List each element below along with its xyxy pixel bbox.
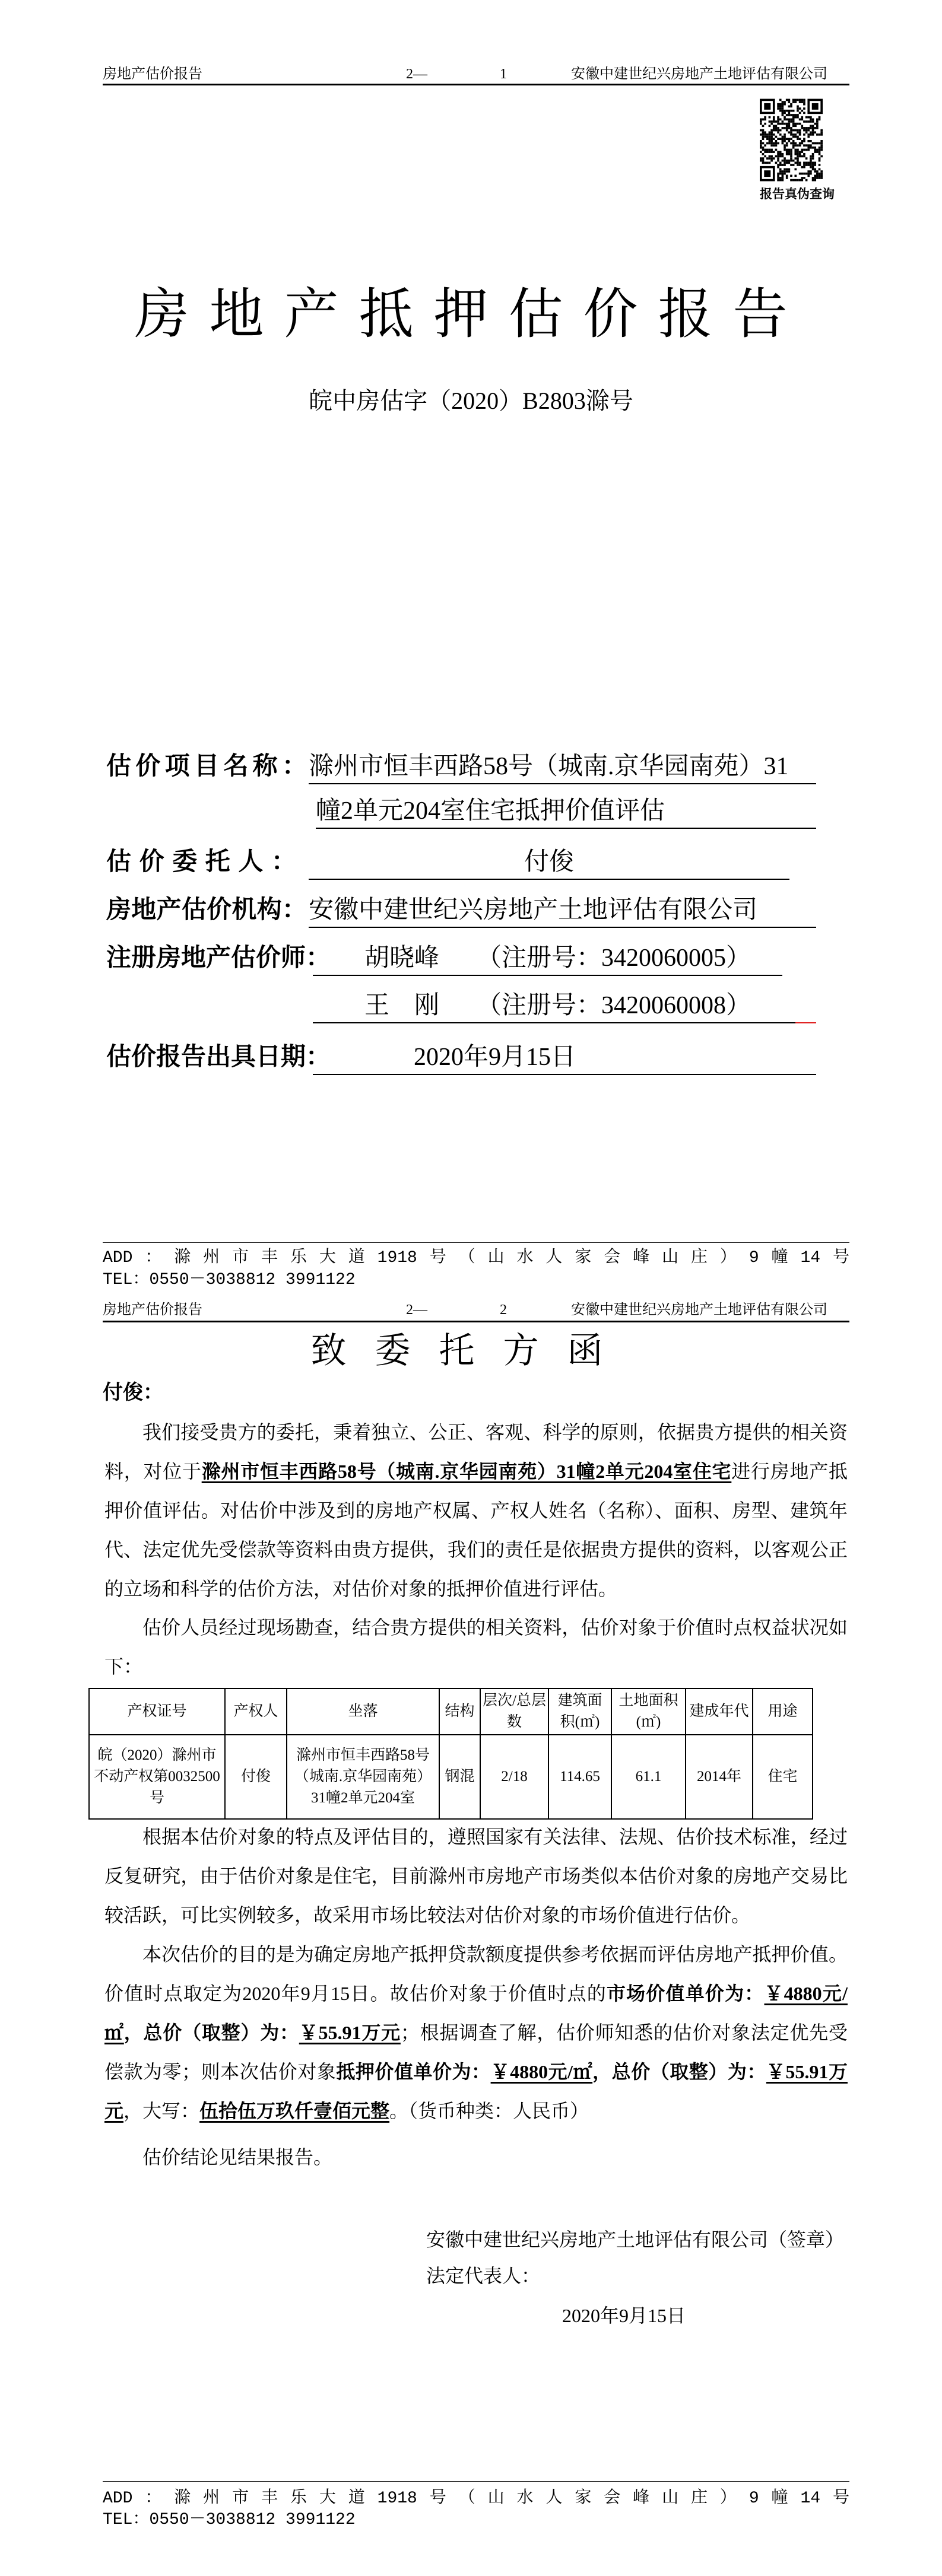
paragraph-2 <box>104 1608 848 1686</box>
paragraph-1 <box>104 1413 848 1608</box>
property-table <box>88 1688 813 1820</box>
report-title: 房地产抵押估价报告 <box>134 284 808 345</box>
project-name-line1: 滁州市恒丰西路58号（城南.京华园南苑）31 <box>309 750 816 784</box>
appraiser-label: 注册房地产估价师： <box>106 944 331 972</box>
header-company: 安徽中建世纪兴房地产土地评估有限公司 <box>571 1302 827 1318</box>
salutation: 付俊： <box>103 1382 163 1404</box>
header-left: 房地产估价报告 <box>103 66 202 82</box>
cell-building-area: 114.65 <box>548 1735 611 1819</box>
signature-company: 安徽中建世纪兴房地产土地评估有限公司（签章） <box>426 2229 845 2250</box>
footer-tel: TEL：0550－3038812 3991122 <box>103 2511 356 2529</box>
footer-address: ADD：滁州市丰乐大道1918号（山水人家会峰山庄）9幢14号 <box>103 2489 849 2508</box>
header-rule <box>103 84 849 85</box>
text-segment: 本次估价的目的是为确定房地产抵押贷款额度提供参考依据而评估房地产抵押价值。价值时点取定为2020年9月15日。故估价对象于价值时点的 <box>104 1944 848 2004</box>
th-structure: 结构 <box>439 1688 480 1735</box>
paragraph-3 <box>104 1817 848 1935</box>
text-segment: ￥55.91万元 <box>299 2022 401 2043</box>
table-header-row <box>89 1688 813 1735</box>
cell-structure: 钢混 <box>439 1735 480 1819</box>
header-page-number: 1 <box>500 66 507 82</box>
text-segment: 伍拾伍万玖仟壹佰元整 <box>199 2100 390 2122</box>
text-segment: ，大写： <box>123 2100 200 2122</box>
report-number: 皖中房估字（2020）B2803滁号 <box>309 387 633 414</box>
cell-cert-no: 皖（2020）滁州市不动产权第0032500号 <box>89 1735 225 1819</box>
text-segment: ￥4880元/㎡ <box>104 1983 848 2043</box>
text-segment: 根据本估价对象的特点及评估目的，遵照国家有关法律、法规、估价技术标准，经过反复研究，由于估价对象是住宅，目前滁州市房地产市场类似本估价对象的房地产交易比较活跃，可比实例较多，故采用市场比较法对估价对象的市场价值进行估价。 <box>104 1826 848 1926</box>
appraiser-1 <box>313 942 782 976</box>
th-usage: 用途 <box>753 1688 813 1735</box>
table-row <box>89 1735 813 1819</box>
text-segment: 估价结论见结果报告。 <box>142 2146 333 2168</box>
red-edit-mark <box>795 1022 816 1023</box>
paragraph-5 <box>104 2138 848 2177</box>
date-text: 2020年9月15日 <box>414 1044 576 1071</box>
th-floor: 层次/总层数 <box>480 1688 548 1735</box>
text-segment: 估价人员经过现场勘查，结合贵方提供的相关资料，估价对象于价值时点权益状况如下： <box>104 1617 848 1677</box>
agency-label: 房地产估价机构： <box>106 896 307 924</box>
text-segment: 抵押价值单价为： <box>336 2061 491 2082</box>
appraiser-1-text: 胡晓峰 （注册号：3420060005） <box>364 944 751 972</box>
client-label: 估价委托人： <box>106 848 296 876</box>
appraiser-2 <box>313 989 795 1023</box>
cell-owner: 付俊 <box>225 1735 287 1819</box>
signature-legal-rep: 法定代表人： <box>426 2265 541 2286</box>
text-segment: 进行房地产抵押价值评估。对估价中涉及到的房地产权属、产权人姓名（名称）、面积、房型、建筑年代、法定优先受偿款等资料由贵方提供，我们的责任是依据贵方提供的资料，以客观公正的立场和科学的估价方法，对估价对象的抵押价值进行评估。 <box>104 1461 848 1599</box>
qr-code-icon[interactable] <box>760 98 823 182</box>
cell-land-area: 61.1 <box>611 1735 686 1819</box>
th-owner: 产权人 <box>225 1688 287 1735</box>
appraiser-2-text: 王 刚 （注册号：3420060008） <box>364 992 751 1019</box>
client-value: 付俊 <box>309 845 789 880</box>
cell-floor: 2/18 <box>480 1735 548 1819</box>
th-land-area: 土地面积(㎡) <box>611 1688 686 1735</box>
th-cert-no: 产权证号 <box>89 1688 225 1735</box>
cell-year-built: 2014年 <box>686 1735 753 1819</box>
th-year-built: 建成年代 <box>686 1688 753 1735</box>
signature-date: 2020年9月15日 <box>562 2305 686 2326</box>
header-page-prefix: 2— <box>406 1302 427 1318</box>
footer-tel: TEL：0550－3038812 3991122 <box>103 1271 356 1289</box>
header-left: 房地产估价报告 <box>103 1302 202 1318</box>
th-building-area: 建筑面积(㎡) <box>548 1688 611 1735</box>
text-segment: ，总价（取整）为： <box>123 2022 299 2043</box>
footer-rule <box>103 2481 849 2482</box>
header-rule <box>103 1321 849 1322</box>
letter-title: 致委托方函 <box>310 1331 632 1370</box>
qr-caption: 报告真伪查询 <box>760 187 835 201</box>
cell-usage: 住宅 <box>753 1735 813 1819</box>
project-name-line2: 幢2单元204室住宅抵押价值评估 <box>316 794 816 829</box>
date-label: 估价报告出具日期： <box>106 1044 331 1071</box>
cell-location: 滁州市恒丰西路58号（城南.京华园南苑）31幢2单元204室 <box>287 1735 439 1819</box>
text-segment: ，总价（取整）为： <box>592 2061 766 2082</box>
th-location: 坐落 <box>287 1688 439 1735</box>
text-segment: ￥4880元/㎡ <box>490 2061 593 2082</box>
project-name-label: 估价项目名称： <box>106 753 307 780</box>
text-segment: ；根据调查了解，估价师知悉的估价对象法定优先受偿款为零；则本次估价对象 <box>104 2022 848 2082</box>
date-value <box>313 1041 816 1075</box>
agency-value: 安徽中建世纪兴房地产土地评估有限公司 <box>309 893 816 928</box>
text-segment: 市场价值单价为： <box>606 1983 765 2004</box>
paragraph-4 <box>104 1935 848 2130</box>
header-company: 安徽中建世纪兴房地产土地评估有限公司 <box>571 66 827 82</box>
text-segment: 。（货币种类：人民币） <box>389 2100 589 2122</box>
text-segment: ￥55.91万元 <box>104 2061 848 2122</box>
footer-address: ADD：滁州市丰乐大道1918号（山水人家会峰山庄）9幢14号 <box>103 1249 849 1267</box>
header-page-number: 2 <box>500 1302 507 1318</box>
text-segment: 滁州市恒丰西路58号（城南.京华园南苑）31幢2单元204室住宅 <box>201 1461 732 1482</box>
footer-rule <box>103 1242 849 1243</box>
text-segment: 我们接受贵方的委托，秉着独立、公正、客观、科学的原则，依据贵方提供的相关资料，对位于 <box>104 1421 848 1482</box>
header-page-prefix: 2— <box>406 66 427 82</box>
